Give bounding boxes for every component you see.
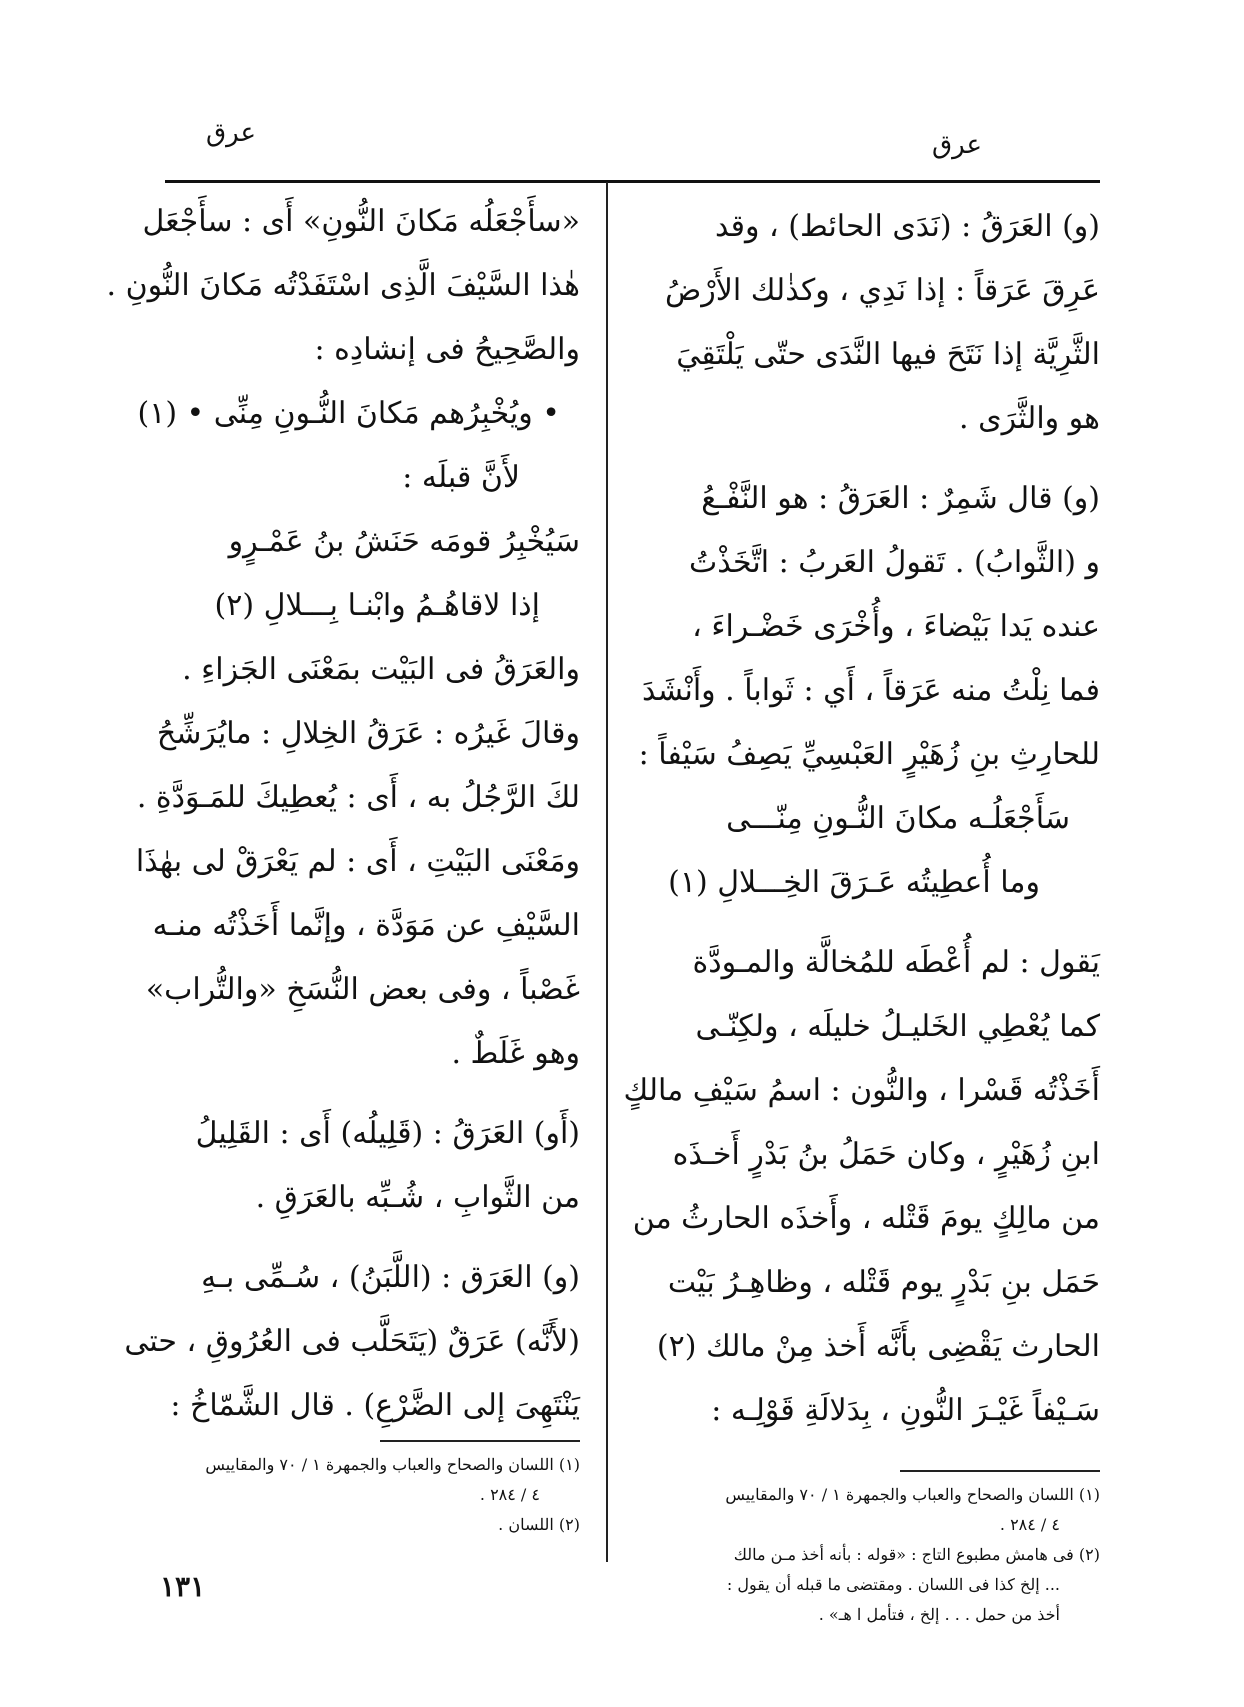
text-line: الثَّرِيَّة إذا نَتَحَ فيها النَّدَى حتّى يَلْتَقِيَ bbox=[676, 337, 1100, 372]
text-line: سَـيْفاً غَيْـرَ النُّونِ ، بِدَلالَةِ قَوْلِـه : bbox=[711, 1393, 1100, 1428]
left-column bbox=[106, 190, 580, 1438]
text-line: لأَنَّ قبلَه : bbox=[402, 460, 520, 495]
column-divider bbox=[606, 182, 608, 1562]
text-line: للحارِثِ بنِ زُهَيْرٍ العَبْسِيِّ يَصِفُ سَيْفاً : bbox=[638, 737, 1100, 772]
text-line: لكَ الرَّجُلُ به ، أَى : يُعطِيكَ للمَـوَدَّةِ . bbox=[136, 780, 580, 815]
text-line: حَمَل بنِ بَدْرٍ يوم قَتْله ، وظاهِـرُ بَيْت bbox=[667, 1265, 1100, 1300]
footnote: (٢) اللسان . bbox=[498, 1515, 580, 1534]
running-header-right: عرق bbox=[932, 130, 983, 160]
verse-line: إذا لاقاهُـمُ وابْنـا بِـــلالِ (٢) bbox=[214, 588, 540, 623]
text-line: ومَعْنَى البَيْتِ ، أَى : لم يَعْرَقْ لى بهٰذَا bbox=[135, 844, 580, 879]
text-line: فما نِلْتُ منه عَرَقاً ، أَي : ثَواباً . وأَنْشَدَ bbox=[641, 673, 1100, 708]
footnote: ٤ / ٢٨٤ . bbox=[999, 1515, 1060, 1534]
footnotes-left bbox=[150, 1450, 580, 1540]
text-line: عَرِقَ عَرَقاً : إذا نَدِي ، وكذٰلك الأَرْضُ bbox=[665, 273, 1100, 308]
text-line: من الثَّوابِ ، شُـبِّه بالعَرَقِ . bbox=[255, 1180, 580, 1215]
footnote-rule-right bbox=[900, 1470, 1100, 1472]
text-line: و (الثَّوابُ) . تَقولُ العَربُ : اتَّخَذْتُ bbox=[689, 545, 1100, 580]
text-line: غَصْباً ، وفى بعض النُّسَخِ «والتُّراب» bbox=[145, 972, 580, 1007]
text-line: أَخَذْتُه قَسْرا ، والنُّون : اسمُ سَيْفِ مالكٍ bbox=[623, 1073, 1100, 1108]
footnote: (١) اللسان والصحاح والعباب والجمهرة ١ / ٧٠ والمقاييس bbox=[205, 1455, 580, 1474]
text-line: والصَّحِيحُ فى إنشادِه : bbox=[314, 332, 580, 367]
verse-line: • ويُخْبِرُهم مَكانَ النُّـونِ مِنِّى • (١) bbox=[137, 396, 560, 431]
footnote: (١) اللسان والصحاح والعباب والجمهرة ١ / ٧٠ والمقاييس bbox=[725, 1485, 1100, 1504]
verse-line: وما أُعطِيتُه عَـرَقَ الخِـــلالِ (١) bbox=[668, 865, 1040, 900]
text-line: (لأَنَّه) عَرَقٌ (يَتَحَلَّب فى العُرُوقِ ، حتى bbox=[124, 1324, 580, 1359]
footnote: ... إلخ كذا فى اللسان . ومقتضى ما قبله أن يقول : bbox=[726, 1575, 1060, 1594]
text-line: «سأَجْعَلُه مَكانَ النُّونِ» أَى : سأَجْعَل bbox=[142, 204, 580, 239]
running-header-left: عرق bbox=[206, 118, 257, 148]
text-line: الحارث يَقْضِى بأَنَّه أَخذ مِنْ مالك (٢) bbox=[656, 1329, 1100, 1364]
footnote: (٢) فى هامش مطبوع التاج : «قوله : بأنه أخذ مـن مالك bbox=[733, 1545, 1100, 1564]
footnote-rule-left bbox=[380, 1440, 580, 1442]
page-number: ١٣١ bbox=[160, 1570, 206, 1603]
text-line: عنده يَدا بَيْضاءَ ، وأُخْرَى خَضْـراءَ ، bbox=[692, 609, 1100, 644]
text-line: وهو غَلَطٌ . bbox=[451, 1036, 580, 1071]
text-line: كما يُعْطِي الخَليـلُ خليلَه ، ولكِنّـى bbox=[695, 1009, 1100, 1044]
text-line: (و) العَرَقُ : (نَدَى الحائط) ، وقد bbox=[714, 209, 1100, 244]
right-column bbox=[623, 195, 1100, 1443]
header-rule bbox=[165, 180, 1100, 183]
text-line: والعَرَقُ فى البَيْت بمَعْنَى الجَزاءِ . bbox=[182, 652, 580, 687]
verse-line: سَيُخْبِرُ قومَه حَنَشُ بنُ عَمْـرٍو bbox=[228, 524, 580, 559]
text-line: هٰذا السَّيْفَ الَّذِى اسْتَفَدْتُه مَكانَ النُّونِ . bbox=[106, 268, 580, 303]
text-line: السَّيْفِ عن مَوَدَّة ، وإنَّما أَخَذْتُه منـه bbox=[152, 908, 580, 943]
text-line: (و) العَرَق : (اللَّبَنُ) ، سُـمِّى بـهِ bbox=[201, 1260, 580, 1295]
footnote: ٤ / ٢٨٤ . bbox=[479, 1485, 540, 1504]
text-line: ابنِ زُهَيْرٍ ، وكان حَمَلُ بنُ بَدْرٍ أَخـذَه bbox=[672, 1137, 1100, 1172]
text-line: (و) قال شَمِرٌ : العَرَقُ : هو النَّفْـعُ bbox=[701, 481, 1100, 516]
text-line: من مالِكٍ يومَ قَتْله ، وأَخذَه الحارثُ من bbox=[632, 1201, 1100, 1236]
text-line: (أَو) العَرَقُ : (قَلِيلُه) أَى : القَلِيلُ bbox=[195, 1116, 580, 1151]
text-line: هو والثَّرَى . bbox=[959, 401, 1100, 436]
footnotes-right bbox=[630, 1480, 1100, 1630]
text-line: وقالَ غَيرُه : عَرَقُ الخِلالِ : مايُرَشِّحُ bbox=[156, 716, 580, 751]
verse-line: سَأَجْعَلُـه مكانَ النُّـونِ مِنّـــى bbox=[726, 801, 1070, 836]
text-line: يَقول : لم أُعْطَه للمُخالَّة والمـودَّة bbox=[692, 945, 1100, 980]
footnote: أخذ من حمل . . . إلخ ، فتأمل ا هـ» . bbox=[818, 1605, 1060, 1624]
text-line: يَنْتَهِىَ إلى الضَّرْعِ) . قال الشَّمّاخُ : bbox=[170, 1388, 580, 1423]
